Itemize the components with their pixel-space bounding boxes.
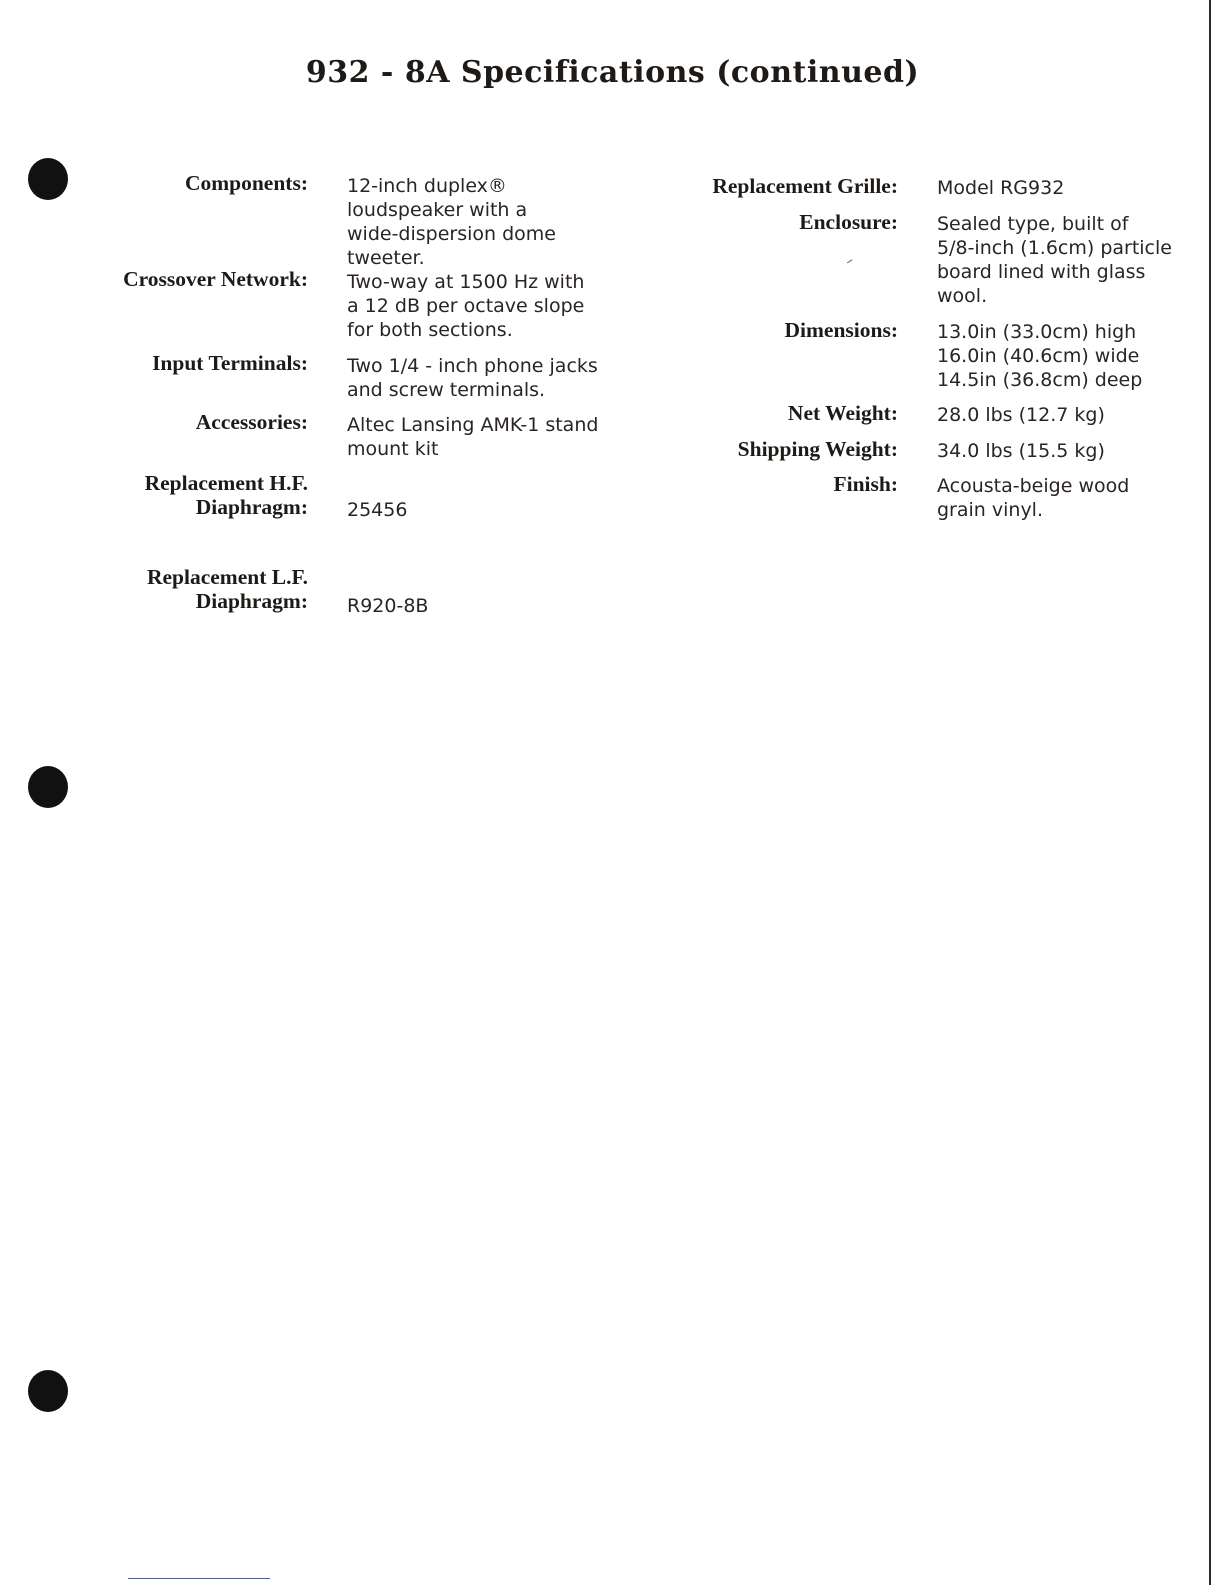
- spec-label: Crossover Network:: [123, 267, 308, 291]
- spec-value: Two 1/4 - inch phone jacks and screw terminals.: [347, 355, 598, 401]
- spec-label: Finish:: [833, 472, 898, 496]
- spec-value: 13.0in (33.0cm) high 16.0in (40.6cm) wide 14.5in (36.8cm) deep: [937, 321, 1143, 391]
- spec-label: Shipping Weight:: [737, 437, 898, 461]
- spec-label: Accessories:: [195, 410, 308, 434]
- spec-value: Acousta-beige wood grain vinyl.: [937, 475, 1130, 521]
- spec-value: 12-inch duplex® loudspeaker with a wide-dispersion dome tweeter.: [347, 175, 556, 269]
- punch-hole-bottom: [28, 1370, 68, 1412]
- spec-label: Replacement L.F. Diaphragm:: [146, 565, 308, 613]
- page-title: 932 - 8A Specifications (continued): [305, 55, 920, 90]
- stray-mark: [845, 257, 852, 263]
- spec-value: 28.0 lbs (12.7 kg): [937, 404, 1105, 426]
- spec-label: Enclosure:: [799, 210, 898, 234]
- spec-label: Replacement Grille:: [712, 174, 898, 198]
- spec-value: 25456: [347, 499, 408, 521]
- spec-label: Input Terminals:: [152, 351, 308, 375]
- spec-value: Model RG932: [937, 177, 1065, 199]
- punch-hole-middle: [28, 766, 68, 808]
- spec-label: Net Weight:: [787, 401, 898, 425]
- spec-label: Components:: [184, 171, 308, 195]
- spec-value: Sealed type, built of 5/8-inch (1.6cm) particle board lined with glass wool.: [937, 213, 1172, 307]
- spec-value: Altec Lansing AMK-1 stand mount kit: [347, 414, 599, 460]
- spec-value: 34.0 lbs (15.5 kg): [937, 440, 1105, 462]
- spec-value: Two-way at 1500 Hz with a 12 dB per octave slope for both sections.: [347, 271, 585, 341]
- scan-artifact-line: [128, 1578, 270, 1579]
- spec-value: R920-8B: [347, 595, 429, 617]
- spec-label: Dimensions:: [784, 318, 898, 342]
- spec-label: Replacement H.F. Diaphragm:: [144, 471, 308, 519]
